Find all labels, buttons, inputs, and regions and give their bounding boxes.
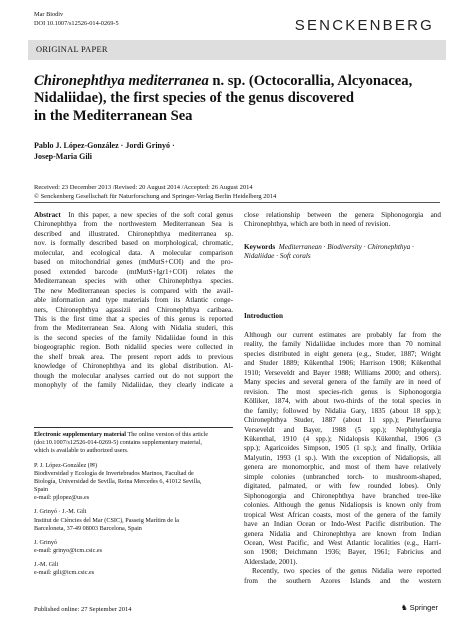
footnote-divider	[34, 427, 233, 428]
intro-line: Kölliker, 1874, with about two-thirds of the total species in	[244, 397, 441, 406]
abstract-line: from the Mediterranean Sea. Along with Nidalia studeri, this	[34, 324, 233, 333]
abstract-label: Abstract	[34, 211, 61, 219]
intro-line: genera are monomorphic, and most of them have relatively	[244, 463, 441, 472]
email-link[interactable]: e-mail: pjlopez@us.es	[34, 494, 90, 502]
intro-line: Ocean, West Pacific, and West Atlantic localities (e.g., Harri-	[244, 538, 441, 547]
intro-line: the family; followed by Nidalia Gary, 1835 (about 18 spp.);	[244, 406, 441, 415]
keywords-line1: Mediterranean · Biodiversity · Chironephthya ·	[278, 243, 414, 251]
intro-line: simple colonies (unbranched torch- to mushroom-shaped,	[244, 472, 441, 481]
abstract-line: monophyly of the family Nidaliidae, they clearly indicate a	[34, 381, 233, 390]
introduction-heading: Introduction	[244, 312, 284, 320]
intro-line: species distributed in eight genera (e.g., Studer, 1887; Wright	[244, 349, 441, 358]
intro-line: Many species and several genera of the family are in need of	[244, 378, 441, 387]
copyright: © Senckenberg Gesellschaft für Naturforschung and Springer-Verlag Berlin Heidelberg 2014	[34, 192, 277, 200]
publisher-logo: SENCKENBERG	[294, 17, 434, 34]
springer-logo	[401, 603, 438, 612]
affiliation-block	[34, 561, 234, 577]
abstract	[34, 211, 233, 391]
abstract-line: the shelf break area. The present report adds to previous	[34, 352, 233, 361]
abstract-line: is the second species of the family Nidaliidae found in this	[34, 333, 233, 342]
abstract-line: Abstract In this paper, a new species of the soft coral genus	[34, 211, 233, 219]
affiliation-line: Biodiversidad y Ecología de Invertebrados Marinos, Facultad de	[34, 470, 194, 478]
intro-line: son 1908; Deichmann 1936; Bayer, 1961; Fabricius and	[244, 548, 441, 557]
abstract-line: Chironephthya from the northwestern Mediterranean Sea is	[34, 220, 233, 229]
intro-line: Although our current estimates are probably far from the	[244, 331, 441, 339]
authors-line1[interactable]: Pablo J. López-González · Jordi Grinyó ·	[34, 141, 175, 150]
footnote-line: which is available to authorized users.	[34, 447, 129, 455]
footnote-label: Electronic supplementary material	[34, 431, 126, 438]
keywords-label: Keywords	[244, 243, 276, 251]
intro-line: Siphonogorgia and Chironephthya have branched tree-like	[244, 491, 441, 500]
keywords-line2: Nidaliidae · Soft corals	[244, 252, 311, 261]
intro-line: spp.); Agaricoides Simpson, 1905 (1 sp.); and finally, Orlikia	[244, 444, 441, 453]
abstract-line: close relationship between the genera Siphonogorgia and	[244, 211, 441, 219]
intro-line: 1910; Verseveldt and Bayer 1988; Williams 2000; and others).	[244, 368, 441, 377]
affiliation-block	[34, 539, 234, 555]
abstract-line: biogeographic region. Both nidaliid species were collected in	[34, 343, 233, 352]
email-link[interactable]: e-mail: gili@icm.csic.es	[34, 569, 95, 577]
intro-line: Alderslade, 2001).	[244, 557, 298, 566]
intro-line: have an Indian Ocean or Indo-West Pacific distribution. The	[244, 520, 441, 529]
affiliation-line: Biología, Universidad de Sevilla, Reina Mercedes 6, 41012 Sevilla,	[34, 478, 202, 486]
article-dates	[34, 184, 276, 201]
abstract-line: able information and type materials from its Atlantic conge-	[34, 296, 233, 305]
divider	[34, 202, 440, 203]
affiliations	[34, 462, 234, 583]
intro-line: Verseveldt and Bayer, 1988 (5 spp.); Nephthyigorgia	[244, 425, 441, 434]
journal-name: Mar Biodiv	[34, 11, 64, 18]
dates-received: Received: 23 December 2013 /Revised: 20 August 2014 /Accepted: 26 August 2014	[34, 184, 253, 191]
abstract-line: though the molecular analyses carried out do not support the	[34, 371, 233, 380]
section-label: ORIGINAL PAPER	[36, 45, 108, 54]
intro-line: Chironephthya Studer, 1887 (about 11 spp.); Pieterfaurea	[244, 416, 441, 425]
affiliation-line: Spain	[34, 486, 49, 494]
section-band	[28, 40, 446, 60]
abstract-line: Mediterranean species with other Chironephthya species.	[34, 277, 233, 286]
springer-horse-icon: ♞	[400, 603, 408, 612]
intro-line: from the southern Azores Islands and the western	[244, 576, 441, 585]
abstract-line: based on mitochondrial genes (mtMutS+COI) and the pro-	[34, 258, 233, 267]
keywords	[244, 243, 441, 262]
affiliation-block	[34, 462, 234, 502]
title-line1: n. sp. (Octocorallia, Alcyonacea,	[208, 73, 413, 89]
affiliation-line: J.-M. Gili	[34, 560, 59, 568]
affiliation-line: Barceloneta, 37-49 08003 Barcelona, Spain	[34, 524, 142, 532]
abstract-line: molecular, and ecological data. A molecular comparison	[34, 248, 233, 257]
published-date: Published online: 27 September 2014	[34, 606, 132, 613]
intro-line: genera Nidalia and Chironephthya are known from Indian	[244, 529, 441, 538]
abstract-continued	[244, 211, 441, 230]
authors-line2[interactable]: Josep-Maria Gili	[34, 152, 92, 161]
intro-line: revision. The most species-rich genus is Siphonogorgia	[244, 387, 441, 396]
author-list	[34, 140, 175, 162]
doi[interactable]: DOI 10.1007/s12526-014-0269-5	[34, 19, 119, 27]
abstract-line: The new Mediterranean species is compared with the avail-	[34, 286, 233, 295]
springer-label: Springer	[409, 603, 438, 612]
abstract-line: This is the first time that a species of this genus is reported	[34, 314, 233, 323]
affiliation-line: Institut de Ciències del Mar (CSIC), Passeig Marítim de la	[34, 516, 180, 524]
abstract-line: ners, Chironephthya agassizii and Chironephthya caribaea.	[34, 305, 233, 314]
email-link[interactable]: e-mail: grinyo@icm.csic.es	[34, 546, 103, 554]
intro-line: tropical West African coasts, most of the genera of the family	[244, 510, 441, 519]
intro-line: Kükenthal, 1910 (4 spp.); Nidalopsis Kükenthal, 1906 (3	[244, 434, 441, 443]
intro-line: Malyutin, 1993 (1 sp.). With the exception of Nidaliopsis, all	[244, 453, 441, 462]
affiliation-block	[34, 508, 234, 532]
abstract-line: described and illustrated. Chironephthya mediterranea sp.	[34, 229, 233, 238]
title-species: Chironephthya mediterranea	[34, 73, 209, 89]
intro-line: and Studer 1889; Kükenthal 1906; Harrison 1908; Kükenthal	[244, 359, 441, 368]
intro-line: colonies. Although the genus Nidaliopsis is known only from	[244, 501, 441, 510]
title-line2: Nidaliidae), the first species of the genus discovered	[34, 90, 354, 107]
intro-line: Recently, two species of the genus Nidalia were reported	[252, 567, 441, 576]
affiliation-line: P. J. López-González (✉)	[34, 462, 98, 469]
supplementary-note: Electronic supplementary material The online version of this article (doi:10.1007/s12526-014-0269-5) contains supplementary material, which is available to authorized users.	[34, 431, 233, 455]
abstract-line: Chironephthya, which are both in need of revision.	[244, 220, 391, 229]
intro-line: digitated, palmated, or with few rounded lobes). Only	[244, 482, 441, 491]
affiliation-line: J. Grinyó	[34, 538, 58, 546]
abstract-line: posed extended barcode (mtMutS+Igr1+COI) relates the	[34, 267, 233, 276]
article-title	[34, 73, 434, 125]
introduction-text	[244, 331, 441, 586]
affiliation-line: J. Grinyó · J.-M. Gili	[34, 508, 87, 516]
intro-line: reality, the family Nidaliidae includes more than 70 nominal	[244, 340, 441, 349]
abstract-line: knowledge of Chironephthya and its global distribution. Al-	[34, 362, 233, 371]
journal-header	[34, 11, 119, 28]
title-line3: in the Mediterranean Sea	[34, 107, 193, 124]
footnote-line[interactable]: (doi:10.1007/s12526-014-0269-5) contains supplementary material,	[34, 439, 202, 447]
abstract-line: nov. is formally described based on morphological, chromatic,	[34, 239, 233, 248]
